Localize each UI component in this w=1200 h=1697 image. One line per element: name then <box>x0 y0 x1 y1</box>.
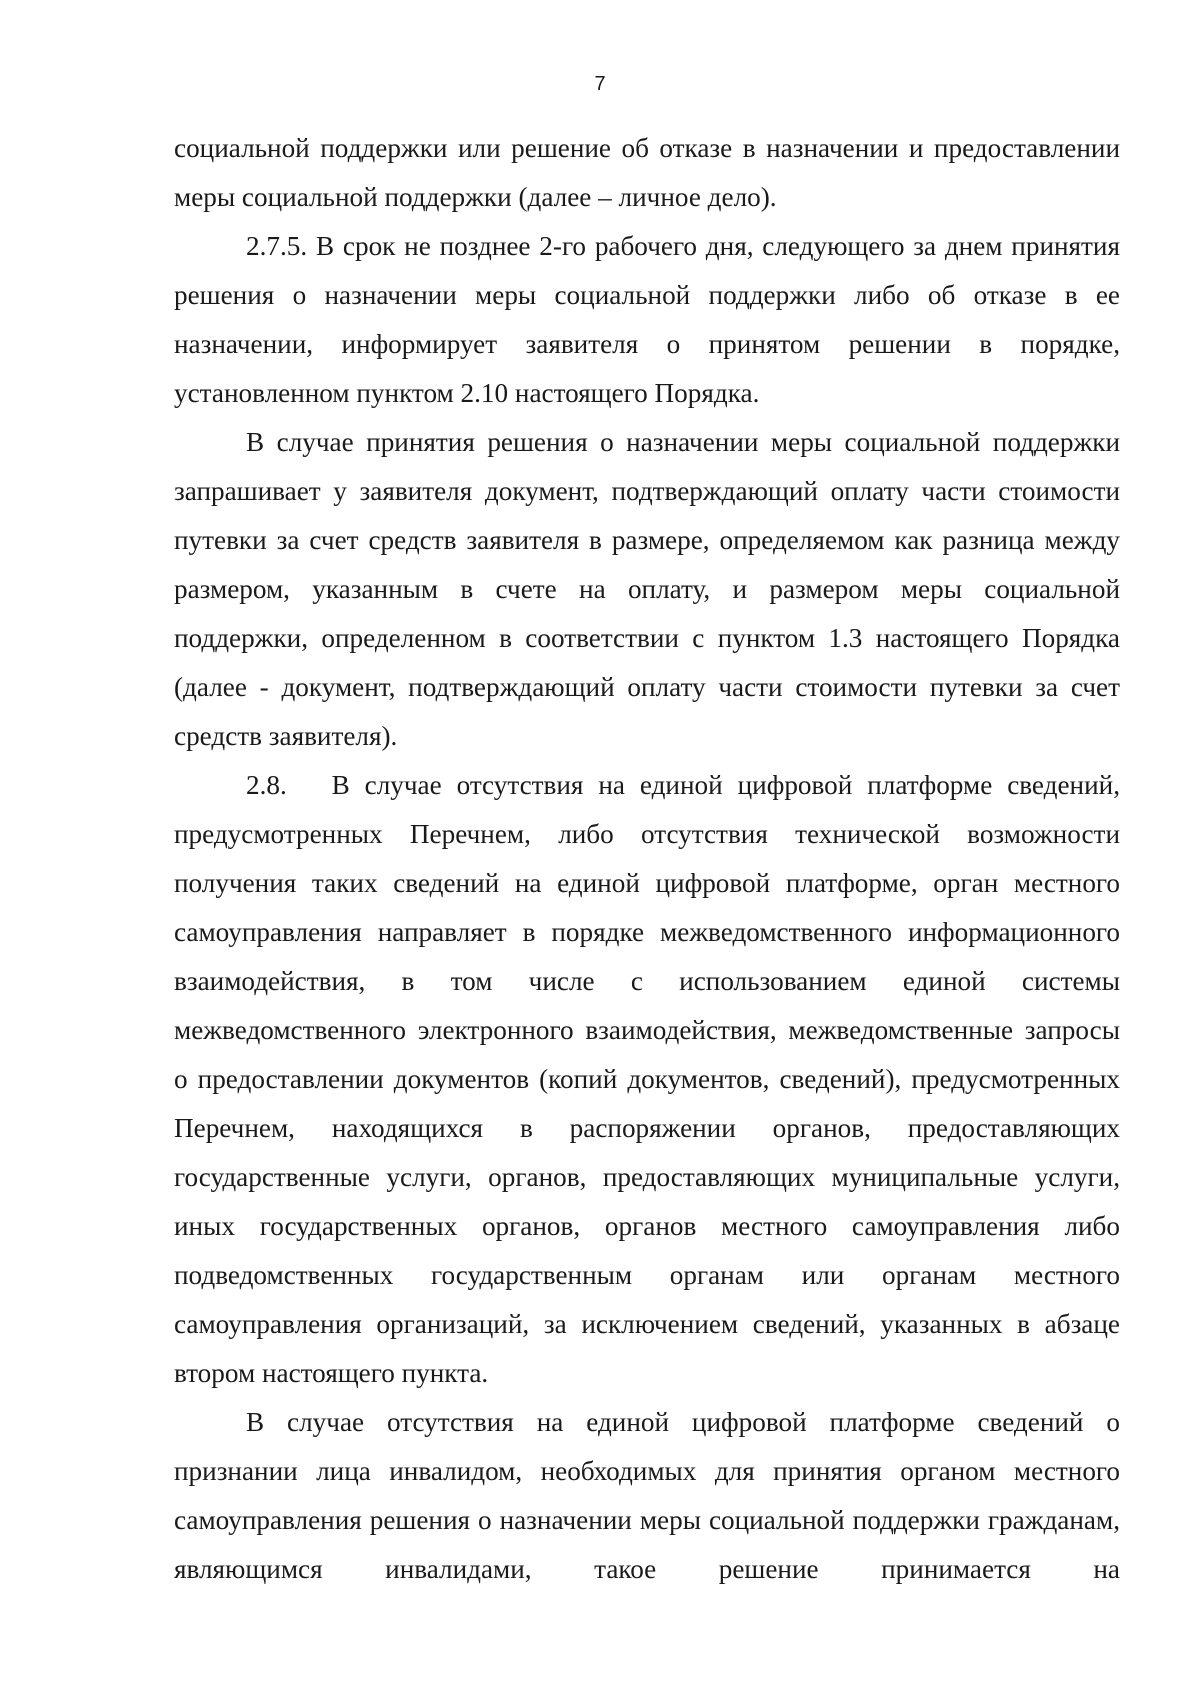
page-number: 7 <box>594 73 606 95</box>
paragraph-disability-info: В случае отсутствия на единой цифровой платформе сведений о признании лица инвалидом, необходимых для принятия органом местного самоуправления решения о назначении меры социальной поддержки гражданам, являющимся инвалидами, такое решение принимается на <box>174 1407 1120 1584</box>
paragraph-2-7-5: 2.7.5. В срок не позднее 2-го рабочего дня, следующего за днем принятия решения о назначении меры социальной поддержки либо об отказе в ее назначении, информирует заявителя о принятом решении в порядке, установленном пунктом 2.10 настоящего Порядка. <box>174 231 1120 408</box>
paragraph-document-request: В случае принятия решения о назначении меры социальной поддержки запрашивает у заявителя документ, подтверждающий оплату части стоимости путевки за счет средств заявителя в размере, определяемом как разница между размером, указанным в счете на оплату, и размером меры социальной поддержки, определенном в соответствии с пунктом 1.3 настоящего Порядка (далее - документ, подтверждающий оплату части стоимости путевки за счет средств заявителя). <box>174 427 1120 751</box>
paragraph-continuation: социальной поддержки или решение об отказе в назначении и предоставлении меры социальной поддержки (далее – личное дело). <box>174 133 1120 212</box>
document-body <box>174 124 1127 1594</box>
paragraph-2-8: 2.8. В случае отсутствия на единой цифровой платформе сведений, предусмотренных Перечнем, либо отсутствия технической возможности получения таких сведений на единой цифровой платформе, орган местного самоуправления направляет в порядке межведомственного информационного взаимодействия, в том числе с использованием единой системы межведомственного электронного взаимодействия, межведомственные запросы о предоставлении документов (копий документов, сведений), предусмотренных Перечнем, находящихся в распоряжении органов, предоставляющих государственные услуги, органов, предоставляющих муниципальные услуги, иных государственных органов, органов местного самоуправления либо подведомственных государственным органам или органам местного самоуправления организаций, за исключением сведений, указанных в абзаце втором настоящего пункта. <box>174 770 1127 1388</box>
